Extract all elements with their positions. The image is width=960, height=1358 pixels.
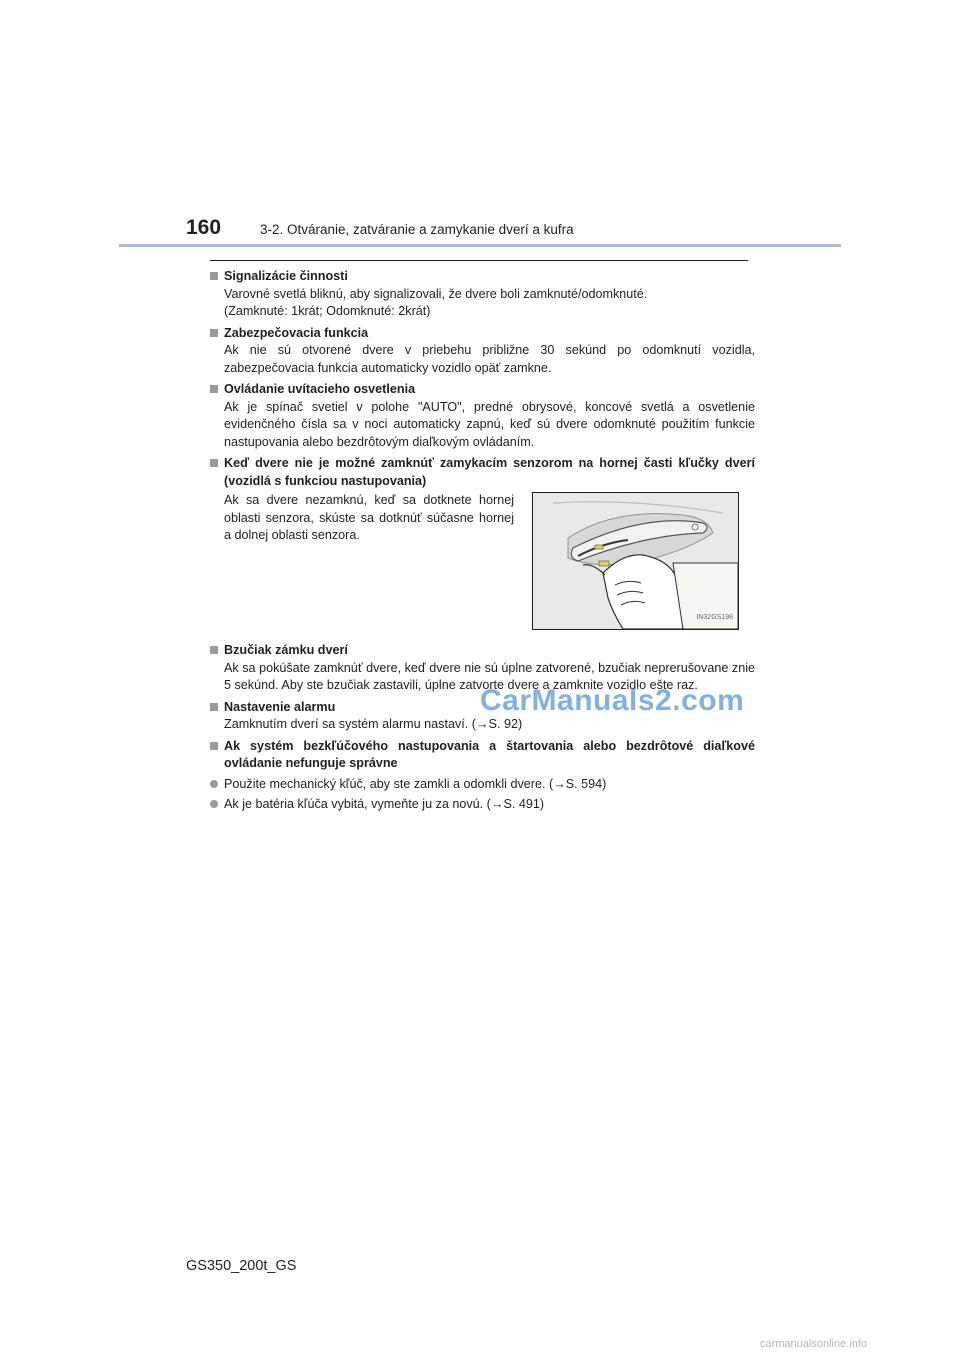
paragraph: Zamknutím dverí sa systém alarmu nastaví. (→S. 92) bbox=[224, 717, 523, 731]
door-handle-figure bbox=[532, 492, 739, 630]
page-content bbox=[210, 268, 755, 818]
round-bullet-icon bbox=[210, 800, 218, 808]
square-bullet-icon bbox=[210, 272, 218, 280]
section-signaling bbox=[210, 268, 755, 321]
section-heading: Zabezpečovacia funkcia bbox=[210, 325, 755, 343]
section-security bbox=[210, 325, 755, 378]
square-bullet-icon bbox=[210, 385, 218, 393]
section-lock-sensor bbox=[210, 455, 755, 630]
section-heading: Ak systém bezkľúčového nastupovania a štartovania alebo bezdrôtové diaľkové ovládanie nefunguje správne bbox=[210, 738, 755, 773]
figure-code: IN32GS198 bbox=[696, 613, 733, 621]
square-bullet-icon bbox=[210, 646, 218, 654]
section-welcome-light bbox=[210, 381, 755, 451]
paragraph: (Zamknuté: 1krát; Odomknuté: 2krát) bbox=[224, 304, 431, 318]
square-bullet-icon bbox=[210, 329, 218, 337]
section-heading: Ovládanie uvítacieho osvetlenia bbox=[210, 381, 755, 399]
figure-row bbox=[210, 492, 755, 630]
section-heading: Bzučiak zámku dverí bbox=[210, 642, 755, 660]
site-mark: carmanualsonline.info bbox=[760, 1338, 868, 1350]
section-keyless-malfunction bbox=[210, 738, 755, 814]
section-heading: Signalizácie činnosti bbox=[210, 268, 755, 286]
watermark: CarManuals2.com bbox=[480, 684, 745, 717]
square-bullet-icon bbox=[210, 742, 218, 750]
paragraph: Ak sa pokúšate zamknúť dvere, keď dvere nie sú úplne zatvorené, bzučiak neprerušovane znie 5 sekúnd. Aby ste bzučiak zastavili, úplne zatvorte dvere a zamknite vozidlo ešte raz. bbox=[224, 660, 755, 692]
round-bullet-icon bbox=[210, 780, 218, 788]
header-rule bbox=[119, 244, 841, 247]
paragraph: Ak je spínač svetiel v polohe "AUTO", predné obrysové, koncové svetlá a osvetlenie evidenčného čísla sa v noci automaticky zapnú, keď sú dvere odomknuté použitím funkcie nastupovania alebo bezdrôtovým diaľkovým ovládaním. bbox=[224, 399, 755, 449]
list-item: Použite mechanický kľúč, aby ste zamkli a odomkli dvere. (→S. 594) bbox=[210, 776, 755, 794]
content-rule bbox=[210, 260, 748, 261]
section-heading: Keď dvere nie je možné zamknúť zamykacím senzorom na hornej časti kľučky dverí (vozidlá s funkciou nastupovania) bbox=[210, 455, 755, 490]
list-item: Ak je batéria kľúča vybitá, vymeňte ju za novú. (→S. 491) bbox=[210, 796, 755, 814]
paragraph: Varovné svetlá bliknú, aby signalizovali, že dvere boli zamknuté/odomknuté. bbox=[224, 286, 648, 301]
square-bullet-icon bbox=[210, 703, 218, 711]
footer-model: GS350_200t_GS bbox=[186, 1258, 297, 1274]
chapter-title: 3-2. Otváranie, zatváranie a zamykanie dverí a kufra bbox=[260, 222, 574, 237]
paragraph: Ak nie sú otvorené dvere v priebehu približne 30 sekúnd po odomknutí vozidla, zabezpečovacia funkcia automaticky vozidlo opäť zamkne. bbox=[224, 343, 755, 375]
figure-caption: Ak sa dvere nezamknú, keď sa dotknete hornej oblasti senzora, skúste sa dotknúť súčasne hornej a dolnej oblasti senzora. bbox=[224, 493, 514, 542]
square-bullet-icon bbox=[210, 459, 218, 467]
page-number: 160 bbox=[186, 216, 222, 239]
section-heading: Nastavenie alarmu bbox=[210, 699, 755, 717]
